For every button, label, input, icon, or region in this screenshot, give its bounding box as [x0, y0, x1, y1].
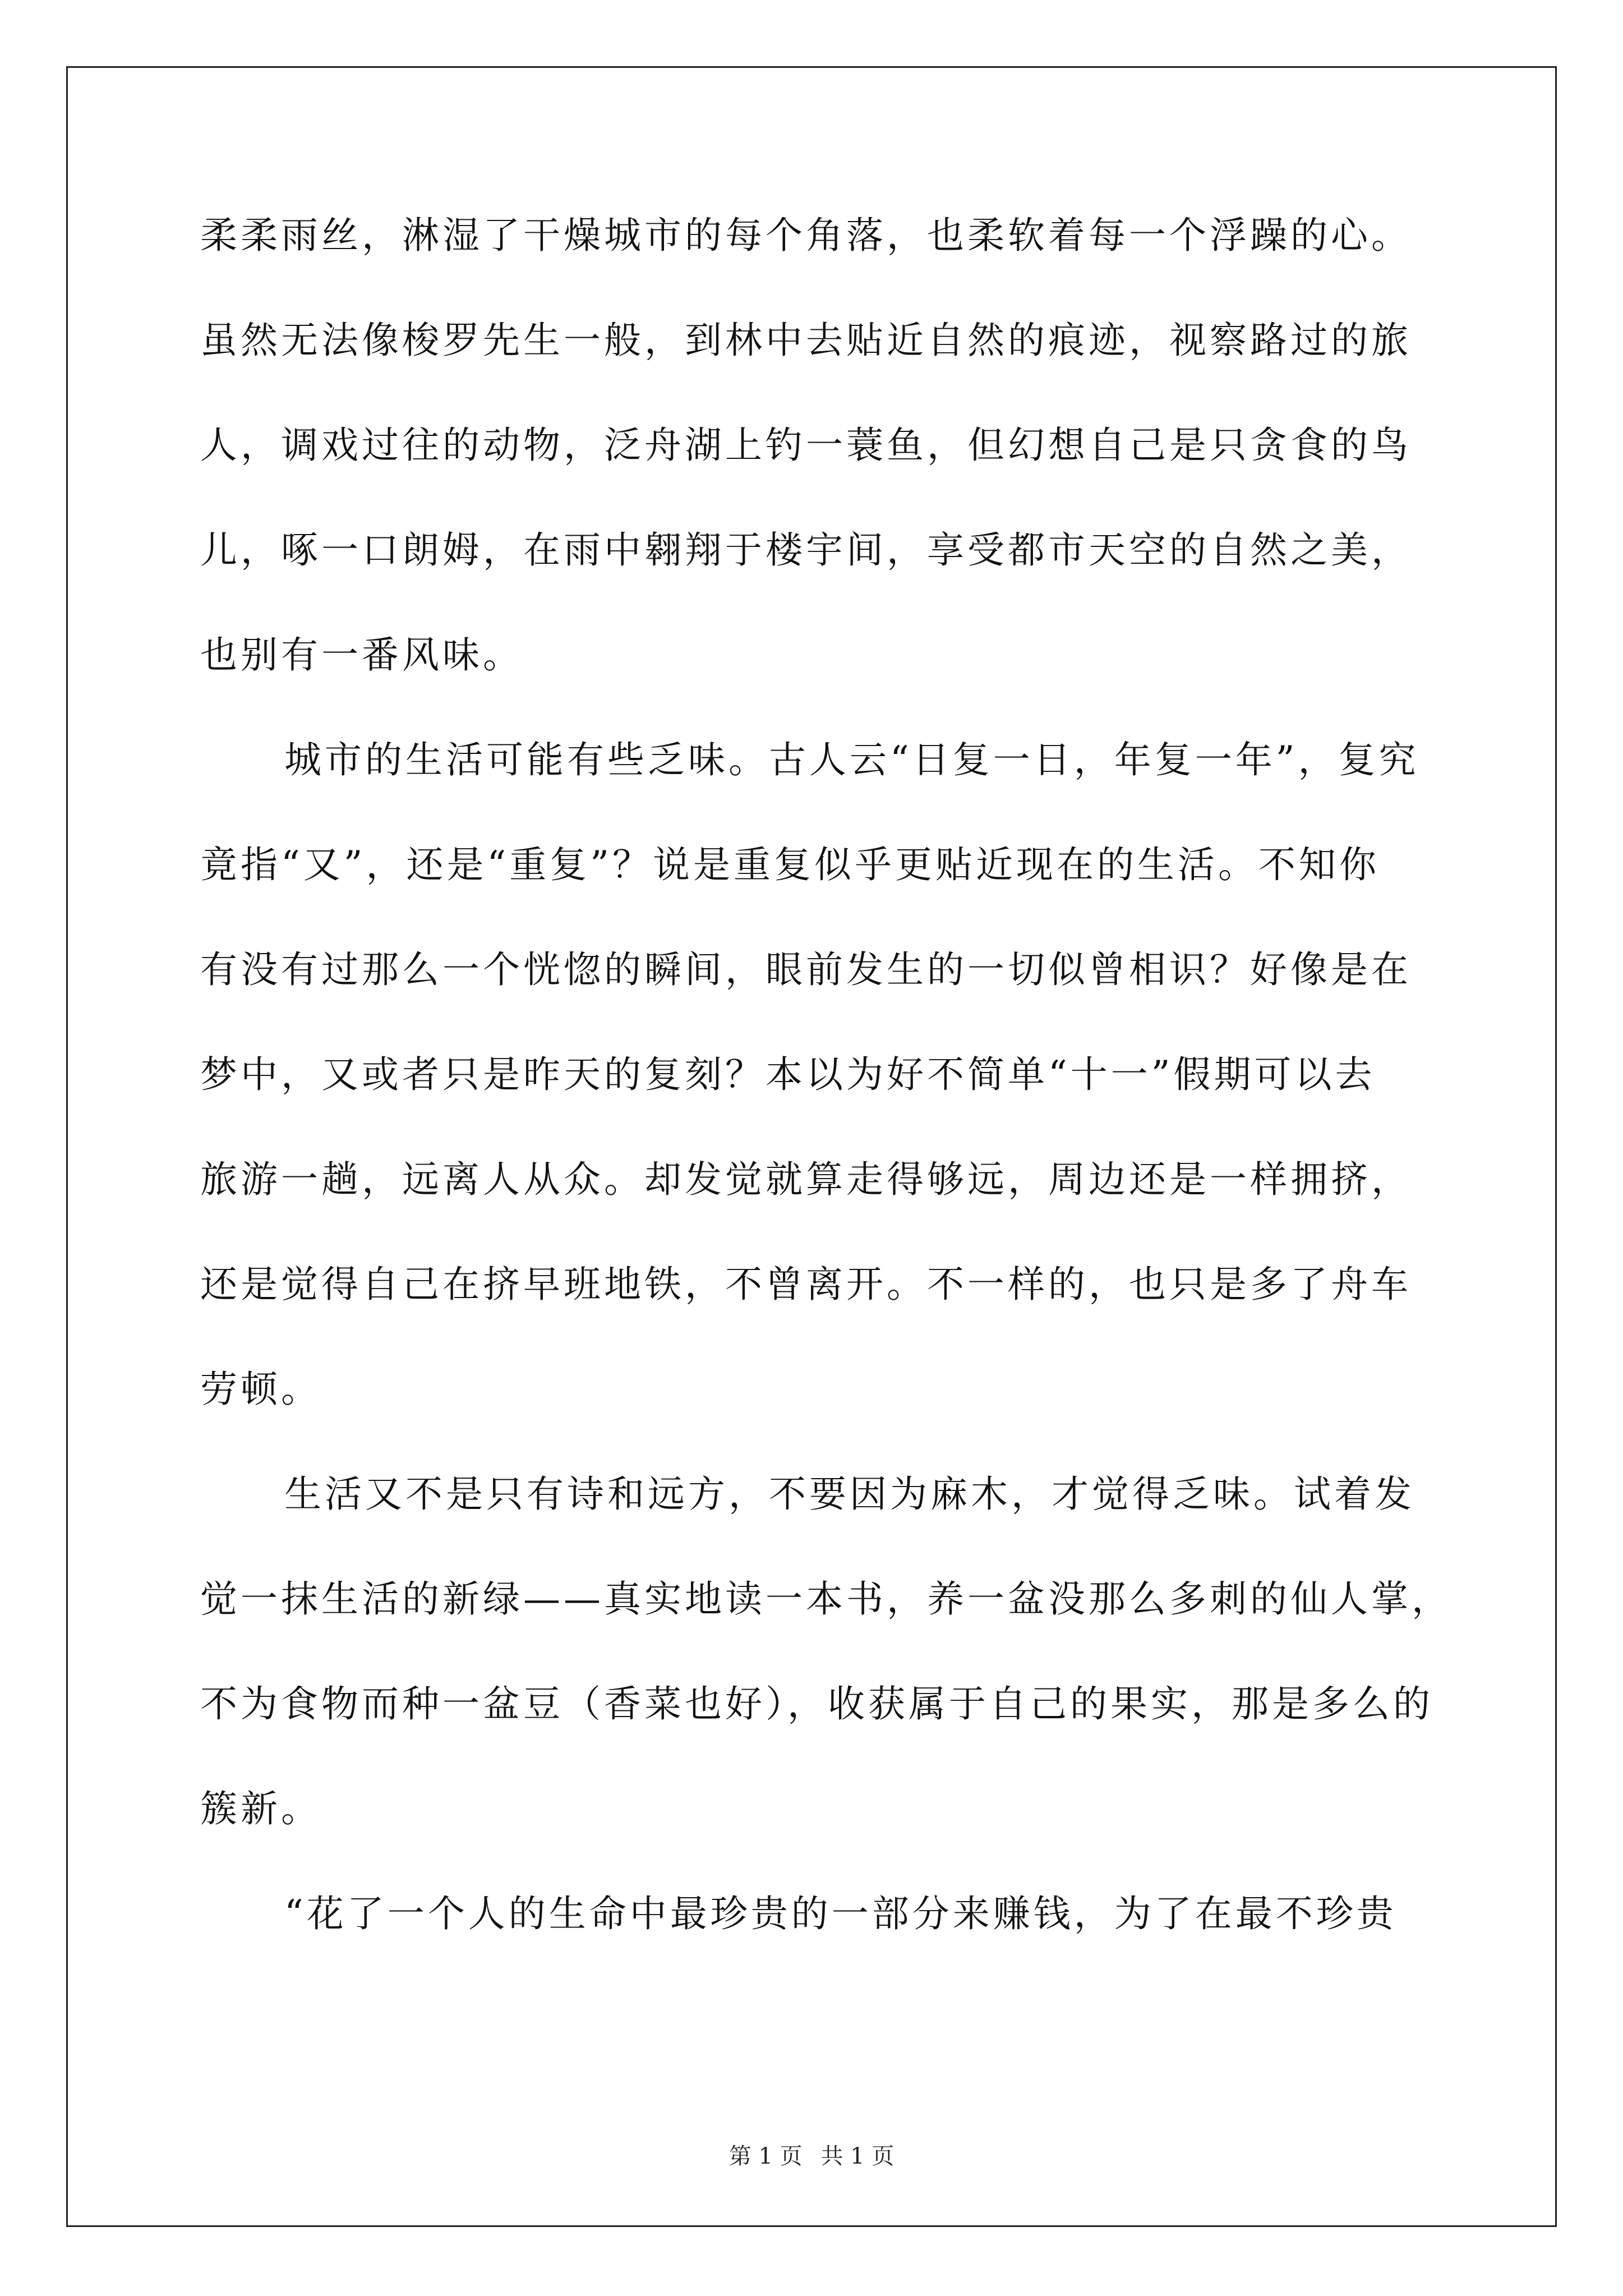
paragraph-first-line: 城市的生活可能有些乏味。古人云“日复一日，年复一年”，复究: [284, 738, 1419, 781]
text-line: 簇新。: [200, 1787, 321, 1830]
document-body: [200, 205, 1452, 1988]
page-total: 共 1 页: [820, 2143, 895, 2169]
paragraph-first-line: “花了一个人的生命中最珍贵的一部分来赚钱，为了在最不珍贵: [284, 1892, 1397, 1935]
text-line: 旅游一趟，远离人从众。却发觉就算走得够远，周边还是一样拥挤，: [200, 1158, 1412, 1201]
text-line: 有没有过那么一个恍惚的瞬间，眼前发生的一切似曾相识？好像是在: [200, 948, 1412, 991]
text-line: 不为食物而种一盆豆（香菜也好），收获属于自己的果实，那是多么的: [200, 1682, 1433, 1726]
text-line: 虽然无法像梭罗先生一般，到林中去贴近自然的痕迹，视察路过的旅: [200, 319, 1412, 362]
text-line: 还是觉得自己在挤早班地铁，不曾离开。不一样的，也只是多了舟车: [200, 1263, 1412, 1306]
text-line: 梦中，又或者只是昨天的复刻？本以为好不简单“十一”假期可以去: [200, 1053, 1376, 1096]
text-line: 觉一抹生活的新绿——真实地读一本书，养一盆没那么多刺的仙人掌，: [200, 1577, 1452, 1621]
text-line: 柔柔雨丝，淋湿了干燥城市的每个角落，也柔软着每一个浮躁的心。: [200, 214, 1412, 257]
text-line: 劳顿。: [200, 1368, 321, 1411]
text-line: 也别有一番风味。: [200, 633, 523, 677]
paragraph-first-line: 生活又不是只有诗和远方，不要因为麻木，才觉得乏味。试着发: [284, 1473, 1415, 1516]
text-line: 儿，啄一口朗姆，在雨中翱翔于楼宇间，享受都市天空的自然之美，: [200, 528, 1412, 572]
text-line: 人，调戏过往的动物，泛舟湖上钓一蓑鱼，但幻想自己是只贪食的鸟: [200, 424, 1412, 467]
page-number: 第 1 页: [728, 2143, 803, 2169]
text-line: 竟指“又”，还是“重复”？说是重复似乎更贴近现在的生活。不知你: [200, 843, 1380, 886]
page-footer: [0, 2138, 1623, 2170]
